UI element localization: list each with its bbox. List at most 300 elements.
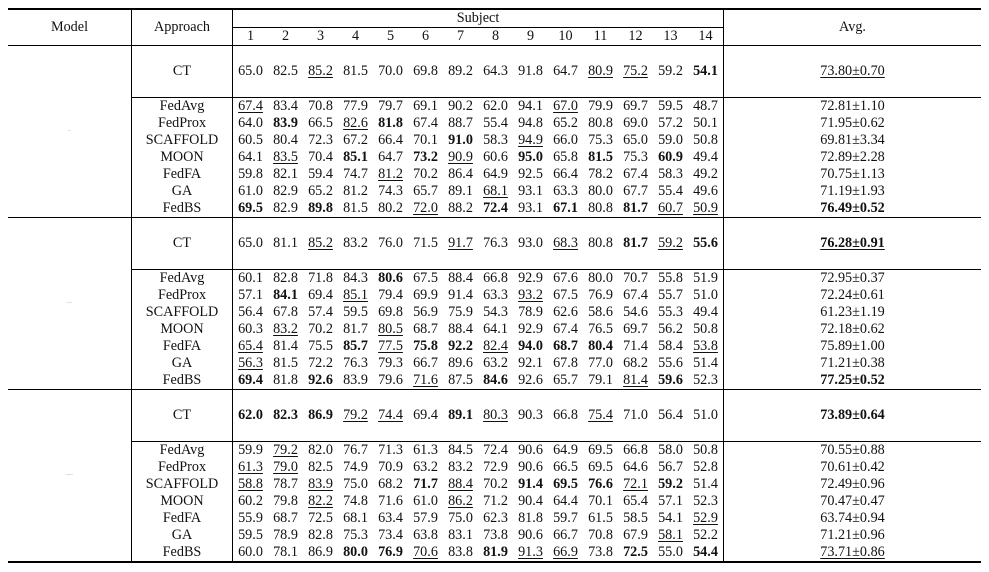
value-cell: 64.6: [623, 459, 648, 475]
value-cell: 94.8: [518, 115, 543, 131]
value-cell: 81.8: [518, 510, 543, 526]
value-cell: 56.7: [658, 459, 683, 475]
approach-name: MOON: [132, 149, 233, 166]
value-cell: 88.2: [448, 200, 473, 216]
value-cell: 72.1: [623, 476, 648, 492]
value-cell: 80.8: [588, 115, 613, 131]
value-cell: 65.8: [553, 149, 578, 165]
value-cell: 88.4: [448, 476, 473, 492]
value-cell: 68.2: [378, 476, 403, 492]
value-cell: 63.2: [483, 355, 508, 371]
avg-cell: 71.19±1.93: [724, 183, 982, 200]
value-cell: 81.2: [378, 166, 403, 182]
value-cell: 59.5: [238, 527, 263, 543]
value-cell: 69.8: [378, 304, 403, 320]
value-cell: 71.3: [378, 442, 403, 458]
value-cell: 71.6: [413, 372, 438, 388]
value-cell: 50.8: [693, 132, 718, 148]
value-cell: 53.8: [693, 338, 718, 354]
table-row: [8, 372, 981, 390]
approach-name: CT: [132, 235, 233, 252]
value-cell: 71.0: [623, 407, 648, 423]
approach-name: FedProx: [132, 459, 233, 476]
value-cell: 80.8: [588, 235, 613, 251]
value-cell: 76.0: [378, 235, 403, 251]
value-cell: 80.4: [588, 338, 613, 354]
value-cell: 75.0: [448, 510, 473, 526]
value-cell: 56.2: [658, 321, 683, 337]
value-cell: 81.2: [343, 183, 368, 199]
value-cell: 79.9: [588, 98, 613, 114]
value-cell: 65.4: [623, 493, 648, 509]
gap-cell: [233, 46, 724, 64]
value-cell: 73.8: [583, 544, 618, 562]
subject-number: 6: [421, 28, 430, 44]
value-cell: 71.7: [413, 476, 438, 492]
value-cell: 56.4: [238, 304, 263, 320]
value-cell: 66.4: [553, 166, 578, 182]
table-row-ct: [8, 63, 981, 80]
value-cell: 79.0: [273, 459, 298, 475]
approach-name: CT: [132, 407, 233, 424]
value-cell: 85.7: [343, 338, 368, 354]
value-cell: 80.9: [588, 63, 613, 79]
approach-name: FedBS: [132, 372, 233, 390]
value-cell: 88.4: [448, 321, 473, 337]
gap-cell: [132, 424, 233, 442]
value-cell: 63.3: [483, 287, 508, 303]
value-cell: 65.7: [553, 372, 578, 388]
value-cell: 56.9: [413, 304, 438, 320]
table-row-ct: [8, 407, 981, 424]
gap-cell: [233, 390, 724, 408]
value-cell: 75.0: [343, 476, 368, 492]
avg-cell: 75.89±1.00: [724, 338, 982, 355]
value-cell: 59.6: [658, 372, 683, 388]
value-cell: 51.0: [693, 287, 718, 303]
value-cell: 70.2: [308, 321, 333, 337]
approach-name: GA: [132, 355, 233, 372]
value-cell: 92.9: [518, 270, 543, 286]
value-cell: 51.4: [693, 355, 718, 371]
value-cell: 79.1: [588, 372, 613, 388]
value-cell: 94.1: [518, 98, 543, 114]
approach-name: GA: [132, 527, 233, 544]
value-cell: 83.5: [273, 149, 298, 165]
value-cell: 81.7: [623, 200, 648, 216]
value-cell: 71.6: [378, 493, 403, 509]
table-row: [8, 132, 981, 149]
value-cell: 59.4: [308, 166, 333, 182]
header-model: Model: [8, 9, 132, 46]
value-cell: 78.7: [273, 476, 298, 492]
table-row: [8, 527, 981, 544]
value-cell: 55.3: [658, 304, 683, 320]
value-cell: 92.2: [448, 338, 473, 354]
value-cell: 86.2: [448, 493, 473, 509]
approach-name: MOON: [132, 321, 233, 338]
table-row: [8, 544, 981, 562]
value-cell: 77.5: [378, 338, 403, 354]
avg-cell: 73.89±0.64: [724, 407, 982, 424]
value-cell: 65.7: [413, 183, 438, 199]
value-cell: 79.3: [378, 355, 403, 371]
gap-cell: [724, 46, 982, 64]
value-cell: 81.5: [343, 63, 368, 79]
value-cell: 72.4: [483, 200, 508, 216]
value-cell: 58.6: [588, 304, 613, 320]
header-approach: Approach: [132, 9, 233, 46]
value-cell: 70.2: [483, 476, 508, 492]
value-cell: 83.9: [308, 476, 333, 492]
avg-cell: 70.61±0.42: [724, 459, 982, 476]
value-cell: 84.5: [448, 442, 473, 458]
table-row: [8, 166, 981, 183]
value-cell: 79.8: [273, 493, 298, 509]
approach-name: FedFA: [132, 338, 233, 355]
value-cell: 75.2: [623, 63, 648, 79]
value-cell: 75.3: [343, 527, 368, 543]
value-cell: 84.6: [483, 372, 508, 388]
value-cell: 64.4: [553, 493, 578, 509]
value-cell: 60.7: [658, 200, 683, 216]
value-cell: 55.8: [658, 270, 683, 286]
value-cell: 85.2: [308, 63, 333, 79]
value-cell: 91.0: [448, 132, 473, 148]
subject-number: 4: [351, 28, 360, 44]
value-cell: 59.8: [238, 166, 263, 182]
value-cell: 91.4: [448, 287, 473, 303]
group-separator: [8, 390, 981, 408]
value-cell: 76.7: [343, 442, 368, 458]
value-cell: 75.4: [588, 407, 613, 423]
value-cell: 82.6: [343, 115, 368, 131]
value-cell: 65.4: [238, 338, 263, 354]
value-cell: 67.2: [343, 132, 368, 148]
gap-cell: [233, 252, 724, 270]
value-cell: 91.7: [448, 235, 473, 251]
table-row: [8, 149, 981, 166]
value-cell: 54.4: [688, 544, 724, 562]
value-cell: 81.5: [273, 355, 298, 371]
model-name: DeepConvNet: [8, 218, 132, 390]
value-cell: 79.2: [343, 407, 368, 423]
approach-name: FedBS: [132, 544, 233, 562]
value-cell: 70.8: [308, 98, 333, 114]
value-cell: 88.7: [448, 115, 473, 131]
value-cell: 75.8: [413, 338, 438, 354]
value-cell: 72.9: [483, 459, 508, 475]
table-row: [8, 287, 981, 304]
value-cell: 92.6: [518, 372, 543, 388]
value-cell: 66.9: [548, 544, 583, 562]
value-cell: 69.5: [588, 442, 613, 458]
value-cell: 64.9: [483, 166, 508, 182]
value-cell: 82.3: [273, 407, 298, 423]
value-cell: 54.1: [693, 63, 718, 79]
value-cell: 59.0: [658, 132, 683, 148]
value-cell: 81.4: [623, 372, 648, 388]
table-row: [8, 510, 981, 527]
value-cell: 69.4: [308, 287, 333, 303]
value-cell: 83.2: [448, 459, 473, 475]
gap-cell: [132, 390, 233, 408]
value-cell: 76.3: [343, 355, 368, 371]
value-cell: 55.4: [658, 183, 683, 199]
value-cell: 67.5: [413, 270, 438, 286]
value-cell: 79.6: [378, 372, 403, 388]
value-cell: 66.7: [413, 355, 438, 371]
subject-number: 10: [558, 28, 573, 44]
value-cell: 90.6: [518, 459, 543, 475]
value-cell: 82.9: [273, 200, 298, 216]
value-cell: 90.6: [518, 442, 543, 458]
value-cell: 91.4: [518, 476, 543, 492]
value-cell: 61.5: [588, 510, 613, 526]
value-cell: 78.9: [518, 304, 543, 320]
value-cell: 71.4: [623, 338, 648, 354]
value-cell: 74.8: [343, 493, 368, 509]
value-cell: 76.3: [483, 235, 508, 251]
value-cell: 58.8: [238, 476, 263, 492]
value-cell: 67.4: [553, 321, 578, 337]
value-cell: 79.7: [378, 98, 403, 114]
value-cell: 57.1: [238, 287, 263, 303]
value-cell: 67.4: [623, 287, 648, 303]
value-cell: 64.3: [483, 63, 508, 79]
value-cell: 89.1: [448, 407, 473, 423]
value-cell: 50.8: [693, 442, 718, 458]
value-cell: 81.8: [273, 372, 298, 388]
table-row: [8, 493, 981, 510]
value-cell: 89.6: [448, 355, 473, 371]
value-cell: 52.3: [693, 372, 718, 388]
value-cell: 58.0: [658, 442, 683, 458]
value-cell: 57.9: [413, 510, 438, 526]
value-cell: 81.7: [623, 235, 648, 251]
value-cell: 66.8: [483, 270, 508, 286]
avg-cell: 72.49±0.96: [724, 476, 982, 493]
avg-cell: 76.28±0.91: [724, 235, 982, 252]
value-cell: 67.0: [553, 98, 578, 114]
avg-cell: 72.18±0.62: [724, 321, 982, 338]
approach-name: GA: [132, 183, 233, 200]
subject-number: 1: [246, 28, 255, 44]
value-cell: 64.7: [553, 63, 578, 79]
value-cell: 93.1: [518, 200, 543, 216]
value-cell: 55.7: [658, 287, 683, 303]
avg-cell: 72.81±1.10: [724, 98, 982, 116]
value-cell: 59.9: [238, 442, 263, 458]
value-cell: 65.0: [238, 235, 263, 251]
table-row: [8, 183, 981, 200]
value-cell: 68.1: [483, 183, 508, 199]
table-row: [8, 338, 981, 355]
table-row: [8, 115, 981, 132]
value-cell: 75.9: [448, 304, 473, 320]
value-cell: 67.5: [553, 287, 578, 303]
value-cell: 72.5: [618, 544, 653, 562]
value-cell: 72.0: [413, 200, 438, 216]
value-cell: 89.8: [308, 200, 333, 216]
value-cell: 73.2: [413, 149, 438, 165]
value-cell: 89.1: [448, 183, 473, 199]
avg-cell: 71.21±0.38: [724, 355, 982, 372]
value-cell: 82.4: [483, 338, 508, 354]
gap-cell: [724, 218, 982, 236]
value-cell: 69.7: [623, 321, 648, 337]
value-cell: 79.2: [273, 442, 298, 458]
approach-name: MOON: [132, 493, 233, 510]
avg-cell: 73.71±0.86: [724, 544, 982, 562]
value-cell: 69.1: [413, 98, 438, 114]
gap-cell: [233, 424, 724, 442]
value-cell: 90.6: [518, 527, 543, 543]
table-row: [8, 98, 981, 116]
value-cell: 59.7: [553, 510, 578, 526]
value-cell: 86.4: [448, 166, 473, 182]
value-cell: 62.0: [238, 407, 263, 423]
value-cell: 75.3: [623, 149, 648, 165]
value-cell: 81.7: [343, 321, 368, 337]
subject-number: 8: [491, 28, 500, 44]
value-cell: 68.2: [623, 355, 648, 371]
value-cell: 77.9: [343, 98, 368, 114]
approach-name: FedProx: [132, 287, 233, 304]
value-cell: 65.2: [553, 115, 578, 131]
value-cell: 67.4: [623, 166, 648, 182]
value-cell: 51.0: [693, 407, 718, 423]
value-cell: 72.3: [308, 132, 333, 148]
value-cell: 69.9: [413, 287, 438, 303]
avg-cell: 63.74±0.94: [724, 510, 982, 527]
value-cell: 60.0: [233, 544, 269, 562]
value-cell: 59.2: [658, 235, 683, 251]
gap-cell: [724, 80, 982, 98]
value-cell: 85.1: [343, 149, 368, 165]
value-cell: 83.2: [273, 321, 298, 337]
value-cell: 93.0: [518, 235, 543, 251]
value-cell: 69.8: [413, 63, 438, 79]
value-cell: 85.1: [343, 287, 368, 303]
value-cell: 72.5: [308, 510, 333, 526]
value-cell: 69.0: [623, 115, 648, 131]
value-cell: 80.5: [378, 321, 403, 337]
subject-number: 2: [281, 28, 290, 44]
value-cell: 83.1: [448, 527, 473, 543]
value-cell: 56.4: [658, 407, 683, 423]
value-cell: 61.0: [238, 183, 263, 199]
value-cell: 70.6: [408, 544, 443, 562]
value-cell: 60.1: [238, 270, 263, 286]
value-cell: 63.4: [378, 510, 403, 526]
table-row: [8, 442, 981, 460]
approach-name: SCAFFOLD: [132, 304, 233, 321]
value-cell: 64.7: [378, 149, 403, 165]
value-cell: 90.2: [448, 98, 473, 114]
gap-cell: [132, 252, 233, 270]
subject-number: 5: [386, 28, 395, 44]
value-cell: 70.8: [588, 527, 613, 543]
value-cell: 75.3: [588, 132, 613, 148]
value-cell: 82.1: [273, 166, 298, 182]
subject-number: 14: [698, 28, 713, 44]
value-cell: 65.0: [623, 132, 648, 148]
value-cell: 67.9: [623, 527, 648, 543]
subject-number: 11: [593, 28, 608, 44]
value-cell: 49.2: [693, 166, 718, 182]
approach-name: SCAFFOLD: [132, 132, 233, 149]
value-cell: 83.9: [273, 115, 298, 131]
value-cell: 76.9: [373, 544, 408, 562]
value-cell: 66.7: [553, 527, 578, 543]
value-cell: 59.2: [658, 63, 683, 79]
table-row: [8, 200, 981, 218]
value-cell: 83.2: [343, 235, 368, 251]
value-cell: 83.4: [273, 98, 298, 114]
table-row: [8, 321, 981, 338]
group-separator: [8, 218, 981, 236]
value-cell: 63.3: [553, 183, 578, 199]
value-cell: 86.9: [308, 407, 333, 423]
approach-name: FedAvg: [132, 442, 233, 460]
table-row: [8, 476, 981, 493]
value-cell: 55.6: [658, 355, 683, 371]
gap-cell: [724, 390, 982, 408]
value-cell: 78.1: [268, 544, 303, 562]
value-cell: 70.2: [413, 166, 438, 182]
value-cell: 66.8: [553, 407, 578, 423]
value-cell: 68.7: [413, 321, 438, 337]
value-cell: 60.6: [483, 149, 508, 165]
value-cell: 85.2: [308, 235, 333, 251]
value-cell: 63.2: [413, 459, 438, 475]
value-cell: 51.9: [693, 270, 718, 286]
value-cell: 62.6: [553, 304, 578, 320]
value-cell: 92.5: [518, 166, 543, 182]
value-cell: 82.9: [273, 183, 298, 199]
value-cell: 66.4: [378, 132, 403, 148]
value-cell: 66.0: [553, 132, 578, 148]
value-cell: 61.0: [413, 493, 438, 509]
value-cell: 51.4: [693, 476, 718, 492]
model-name: ShallowConvNet: [8, 390, 132, 563]
gap-cell: [724, 252, 982, 270]
value-cell: 60.3: [238, 321, 263, 337]
value-cell: 69.5: [588, 459, 613, 475]
value-cell: 67.7: [623, 183, 648, 199]
header-subject: Subject: [233, 9, 724, 28]
value-cell: 72.4: [483, 442, 508, 458]
value-cell: 87.5: [448, 372, 473, 388]
gap-cell: [724, 424, 982, 442]
value-cell: 93.1: [518, 183, 543, 199]
value-cell: 80.4: [273, 132, 298, 148]
avg-cell: 76.49±0.52: [724, 200, 982, 218]
value-cell: 69.5: [553, 476, 578, 492]
value-cell: 82.2: [308, 493, 333, 509]
value-cell: 90.9: [448, 149, 473, 165]
table-row-ct: [8, 235, 981, 252]
value-cell: 67.8: [553, 355, 578, 371]
value-cell: 80.0: [588, 270, 613, 286]
value-cell: 86.9: [303, 544, 338, 562]
value-cell: 68.3: [553, 235, 578, 251]
subject-number: 3: [316, 28, 325, 44]
value-cell: 82.5: [308, 459, 333, 475]
avg-cell: 72.24±0.61: [724, 287, 982, 304]
value-cell: 57.2: [658, 115, 683, 131]
